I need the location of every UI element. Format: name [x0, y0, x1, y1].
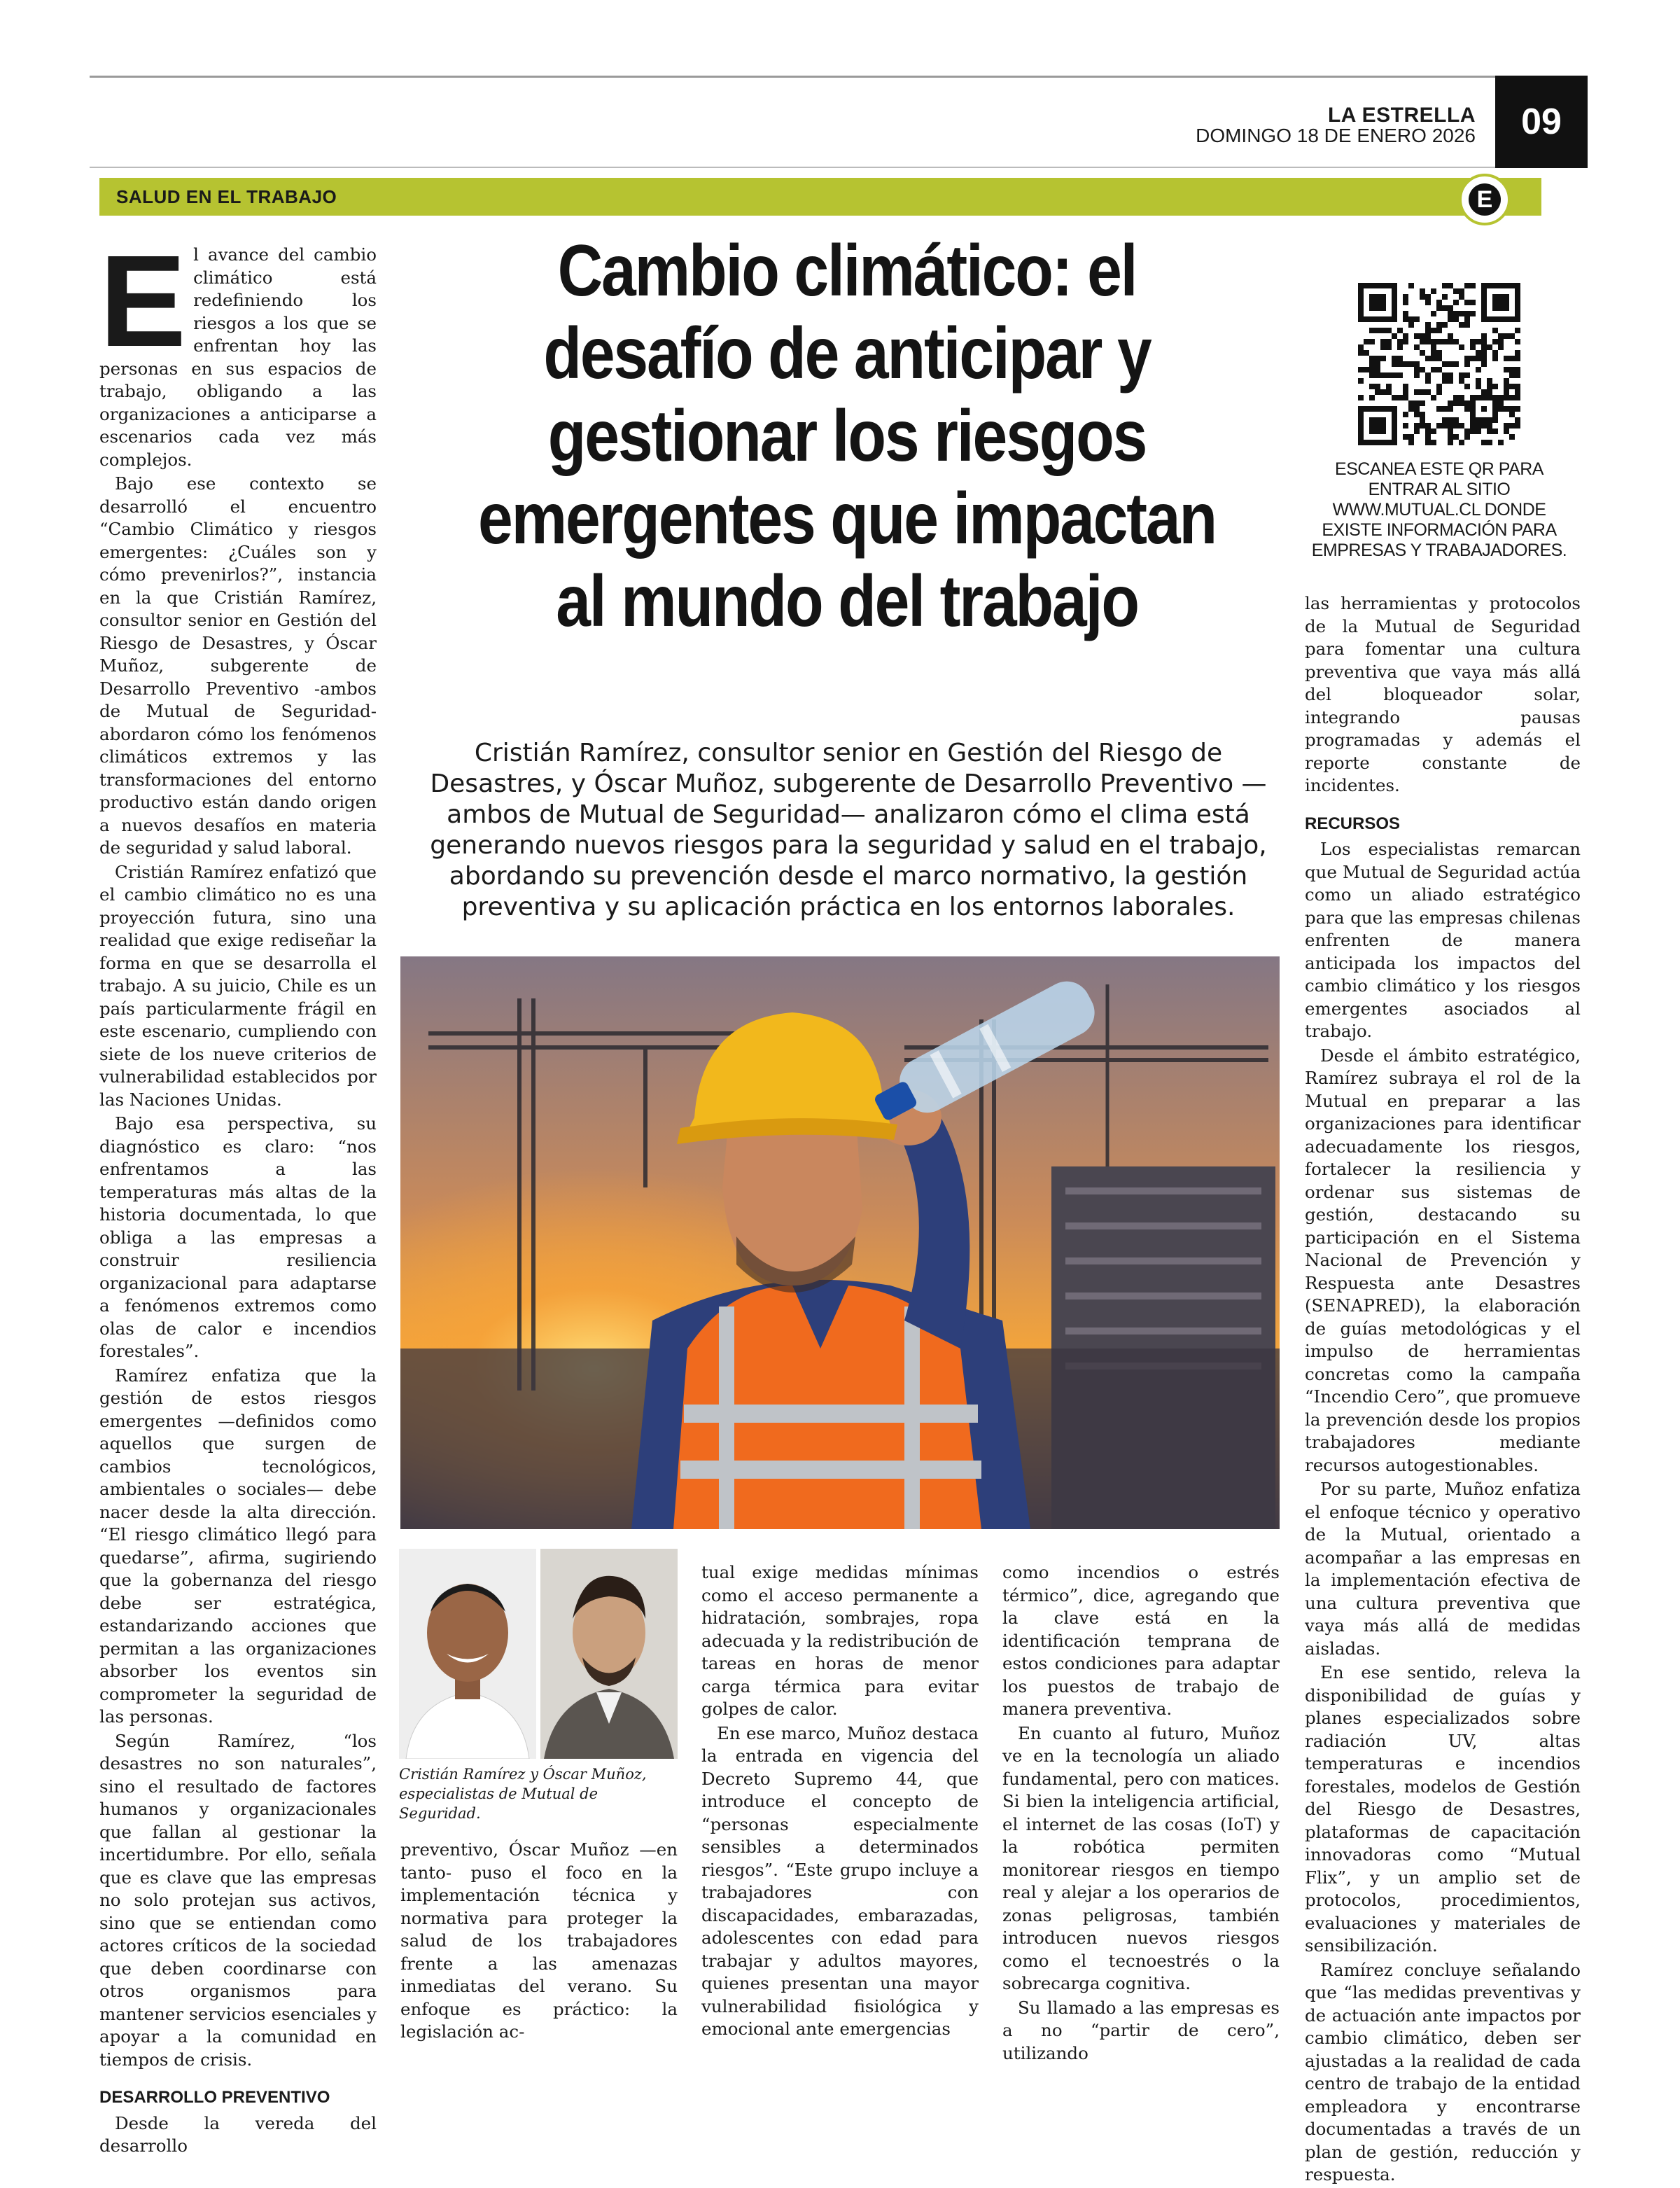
paragraph: Ramírez concluye señalando que “las medidas preventivas y de actuación ante impactos por cambio climático, deben ser ajustadas a la realidad de cada centro de trabajo de la entidad empleadora y encontrarse documentadas a través de un plan de gestión, reducción y respuesta.: [1305, 1959, 1581, 2184]
section-label: SALUD EN EL TRABAJO: [116, 186, 337, 207]
paragraph: En cuanto al futuro, Muñoz ve en la tecnología un aliado fundamental, pero con matices. Si bien la inteligencia artificial, el internet de las cosas (IoT) y la robótica permiten monitorear riesgos en tiempo real y alejar a los operarios de zonas peligrosas, también introducen nuevos riesgos como el tecnoestrés o la sobrecarga cognitiva.: [1002, 1722, 1280, 1993]
paragraph: las herramientas y protocolos de la Mutual de Seguridad para fomentar una cultura preventiva que vaya más allá del bloqueador solar, integrando pausas programadas y además el reporte constante de incidentes.: [1305, 593, 1581, 795]
paragraph: l avance del cambio climático está redefiniendo los riesgos a los que se enfrentan hoy las personas en sus espacios de trabajo, obligando a las organizaciones a anticiparse a escenarios cada vez más complejos.: [99, 244, 377, 470]
drop-cap: E: [99, 229, 187, 374]
portrait-oscar-munoz: [540, 1549, 678, 1759]
subheading-recursos: RECURSOS: [1305, 814, 1401, 833]
paragraph: Desde la vereda del desarrollo: [99, 2112, 377, 2156]
qr-instructions: ESCANEA ESTE QR PARA ENTRAR AL SITIO WWW.MUTUAL.CL DONDE EXISTE INFORMACIÓN PARA EMPRESAS Y TRABAJADORES.: [1311, 459, 1567, 560]
qr-code-image: [1358, 283, 1520, 445]
portrait-image: [399, 1549, 536, 1759]
subheading-desarrollo-preventivo: DESARROLLO PREVENTIVO: [99, 2088, 330, 2107]
portrait-cristian-ramirez: [399, 1549, 536, 1759]
portrait-image: [540, 1549, 678, 1759]
article-column-1: [99, 229, 377, 2159]
photo-illustration: [400, 956, 1280, 1529]
paragraph: Bajo esa perspectiva, su diagnóstico es claro: “nos enfrentamos a las temperaturas más altas de la historia documentada, lo que obliga a las empresas a construir resiliencia organizacional para adaptarse a fenómenos extremos como olas de calor e incendios forestales”.: [99, 1113, 377, 1361]
paragraph: Bajo ese contexto se desarrolló el encuentro “Cambio Climático y riesgos emergentes: ¿Cuáles son y cómo prevenirlos?”, instancia en la que Cristián Ramírez, consultor senior en Gestión del Riesgo de Desastres, y Óscar Muñoz, subgerente de Desarrollo Preventivo -ambos de Mutual de Seguridad- abordaron cómo los fenómenos climáticos extremos y las transformaciones del entorno productivo están dando origen a nuevos desafíos en materia de seguridad y salud laboral.: [99, 473, 377, 858]
article-column-2: [400, 1839, 678, 2045]
worker-drinking-water-photo: [400, 956, 1280, 1529]
newspaper-logo: [1459, 174, 1511, 225]
article-column-5: [1305, 592, 1581, 2188]
logo-letter: E: [1469, 183, 1501, 216]
paragraph: Ramírez enfatiza que la gestión de estos riesgos emergentes —definidos como aquellos que surgen de cambios tecnológicos, ambientales o sociales— debe nacer desde la alta dirección. “El riesgo climático llegó para quedarse”, afirma, sugiriendo que la gobernanza del riesgo debe ser estratégica, estandarizando acciones que permitan a las organizaciones absorber los eventos sin comprometer la seguridad de las personas.: [99, 1365, 377, 1727]
article-title: Cambio climático: el desafío de anticipar y gestionar los riesgos emergentes que impactan al mundo del trabajo: [477, 230, 1217, 642]
paragraph: En ese sentido, releva la disponibilidad de guías y planes especializados sobre radiación UV, altas temperaturas e incendios forestales, modelos de Gestión del Riesgo de Desastres, plataformas de capacitación innovadoras como “Mutual Flix”, y un amplio set de protocolos, procedimientos, evaluaciones y materiales de sensibilización.: [1305, 1662, 1581, 1956]
paragraph: como incendios o estrés térmico”, dice, agregando que la clave está en la identificación temprana de estos condiciones para adaptar los puestos de trabajo de manera preventiva.: [1002, 1562, 1280, 1719]
page-number: 09: [1495, 76, 1588, 168]
photo-caption: Cristián Ramírez y Óscar Muñoz, especialistas de Mutual de Seguridad.: [399, 1766, 647, 1822]
top-rule: [90, 76, 1588, 78]
paragraph: preventivo, Óscar Muñoz —en tanto- puso el foco en la implementación técnica y normativa para proteger la salud de los trabajadores frente a las amenazas inmediatas del verano. Su enfoque es práctico: la legislación ac-: [400, 1839, 678, 2042]
paragraph: Cristián Ramírez enfatizó que el cambio climático no es una proyección futura, sino una realidad que exige rediseñar la forma en que se desarrolla el trabajo. A su juicio, Chile es un país particularmente frágil en este escenario, cumpliendo con siete de los nueve criterios de vulnerabilidad establecidos por las Naciones Unidas.: [99, 861, 377, 1110]
paragraph: En ese marco, Muñoz destaca la entrada en vigencia del Decreto Supremo 44, que introduce el concepto de “personas especialmente sensibles a determinados riesgos”. “Este grupo incluye a trabajadores con discapacidades, embarazadas, adolescentes con edad para trabajar y adultos mayores, quienes presentan una mayor vulnerabilidad fisiológica y emocional ante emergencias: [701, 1722, 979, 2039]
paragraph: Su llamado a las empresas es a no “partir de cero”, utilizando: [1002, 1997, 1280, 2063]
paragraph: Los especialistas remarcan que Mutual de Seguridad actúa como un aliado estratégico para que las empresas chilenas enfrenten de manera anticipada los impactos del cambio climático y los riesgos emergentes asociados al trabajo.: [1305, 839, 1581, 1041]
paragraph: Por su parte, Muñoz enfatiza el enfoque técnico y operativo de la Mutual, orientado a acompañar a las empresas en la implementación efectiva de una cultura preventiva que vaya más allá de medidas aisladas.: [1305, 1479, 1581, 1659]
article-deck: Cristián Ramírez, consultor senior en Gestión del Riesgo de Desastres, y Óscar Muñoz, subgerente de Desarrollo Preventivo —ambos de Mutual de Seguridad— analizaron cómo el clima está generando nuevos riesgos para la seguridad y salud en el trabajo, abordando su prevención desde el marco normativo, la gestión preventiva y su aplicación práctica en los entornos laborales.: [430, 739, 1267, 921]
article-column-3: [701, 1561, 979, 2042]
header-divider: [90, 167, 1495, 168]
paragraph: Desde el ámbito estratégico, Ramírez subraya el rol de la Mutual en preparar a las organizaciones para identificar adecuadamente los riesgos, fortalecer la resiliencia y ordenar sus sistemas de gestión, destacando su participación en el Sistema Nacional de Prevención y Respuesta ante Desastres (SENAPRED), la elaboración de guías metodológicas y el impulso de herramientas concretas como la campaña “Incendio Cero”, que promueve la prevención desde los propios trabajadores mediante recursos autogestionables.: [1305, 1045, 1581, 1475]
paragraph: Según Ramírez, “los desastres no son naturales”, sino el resultado de factores humanos y organizacionales que fallan al gestionar la incertidumbre. Por ello, señala que es clave que las empresas no solo protejan sus activos, sino que se entiendan como actores críticos de la sociedad que deben coordinarse con otros organismos para mantener servicios esenciales y apoyar a la comunidad en tiempos de crisis.: [99, 1730, 377, 2070]
issue-date: DOMINGO 18 DE ENERO 2026: [1196, 125, 1476, 146]
qr-code[interactable]: [1358, 283, 1520, 445]
newspaper-name: LA ESTRELLA: [1327, 104, 1476, 127]
article-column-4: [1002, 1561, 1280, 2066]
paragraph: tual exige medidas mínimas como el acceso permanente a hidratación, sombrajes, ropa adecuada y la redistribución de tareas en horas de menor carga térmica para evitar golpes de calor.: [701, 1562, 979, 1719]
